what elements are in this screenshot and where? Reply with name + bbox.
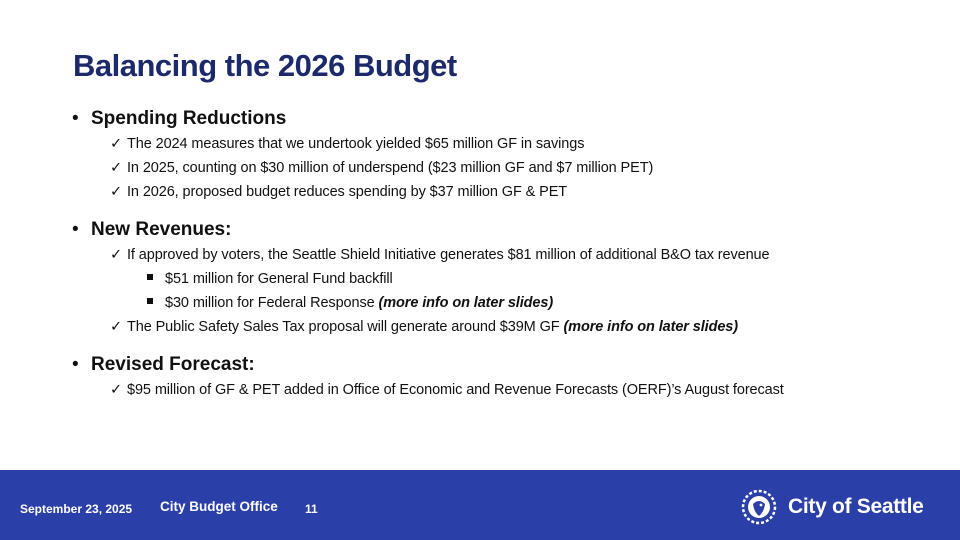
checkmark-icon: ✓	[110, 184, 123, 200]
square-bullet-icon	[147, 274, 153, 280]
sub-list-item	[72, 267, 932, 291]
footer-bar	[0, 470, 960, 540]
bullet-icon: •	[72, 219, 79, 240]
sub-item-text: $30 million for Federal Response	[165, 295, 379, 311]
list-item	[72, 243, 932, 267]
section-heading	[72, 352, 932, 378]
section-heading	[72, 106, 932, 132]
bullet-icon: •	[72, 354, 79, 375]
item-text: $95 million of GF & PET added in Office of Economic and Revenue Forecasts (OERF)’s August forecast	[127, 382, 784, 398]
logo-text: City of Seattle	[788, 495, 924, 518]
item-text: If approved by voters, the Seattle Shield Initiative generates $81 million of additional B&O tax revenue	[127, 247, 770, 263]
sub-item-text: $51 million for General Fund backfill	[165, 271, 393, 287]
section-spending-reductions	[72, 106, 932, 204]
item-text: The 2024 measures that we undertook yielded $65 million GF in savings	[127, 136, 585, 152]
bullet-icon: •	[72, 108, 79, 129]
footer-date: September 23, 2025	[20, 502, 133, 516]
checkmark-icon: ✓	[110, 319, 123, 335]
emphasis-note: (more info on later slides)	[378, 295, 554, 311]
heading-text: New Revenues:	[91, 219, 232, 240]
list-item	[72, 156, 932, 180]
checkmark-icon: ✓	[110, 136, 123, 152]
section-heading	[72, 217, 932, 243]
emphasis-note: (more info on later slides)	[563, 319, 738, 335]
item-text: In 2026, proposed budget reduces spending by $37 million GF & PET	[127, 184, 568, 200]
list-item	[72, 315, 932, 339]
heading-text: Spending Reductions	[91, 108, 287, 129]
slide-title: Balancing the 2026 Budget	[73, 48, 457, 83]
item-text: In 2025, counting on $30 million of underspend ($23 million GF and $7 million PET)	[127, 160, 654, 176]
list-item	[72, 180, 932, 204]
section-revised-forecast	[72, 352, 932, 402]
checkmark-icon: ✓	[110, 247, 123, 263]
seattle-seal-icon	[740, 488, 778, 526]
footer-office: City Budget Office	[160, 499, 278, 514]
checkmark-icon: ✓	[110, 160, 123, 176]
sub-list-item	[72, 291, 932, 315]
page-number: 11	[305, 502, 318, 516]
list-item	[72, 378, 932, 402]
item-text: The Public Safety Sales Tax proposal will generate around $39M GF	[127, 319, 564, 335]
section-new-revenues	[72, 217, 932, 339]
slide-body	[72, 106, 932, 415]
heading-text: Revised Forecast:	[91, 354, 255, 375]
square-bullet-icon	[147, 298, 153, 304]
checkmark-icon: ✓	[110, 382, 123, 398]
list-item	[72, 132, 932, 156]
